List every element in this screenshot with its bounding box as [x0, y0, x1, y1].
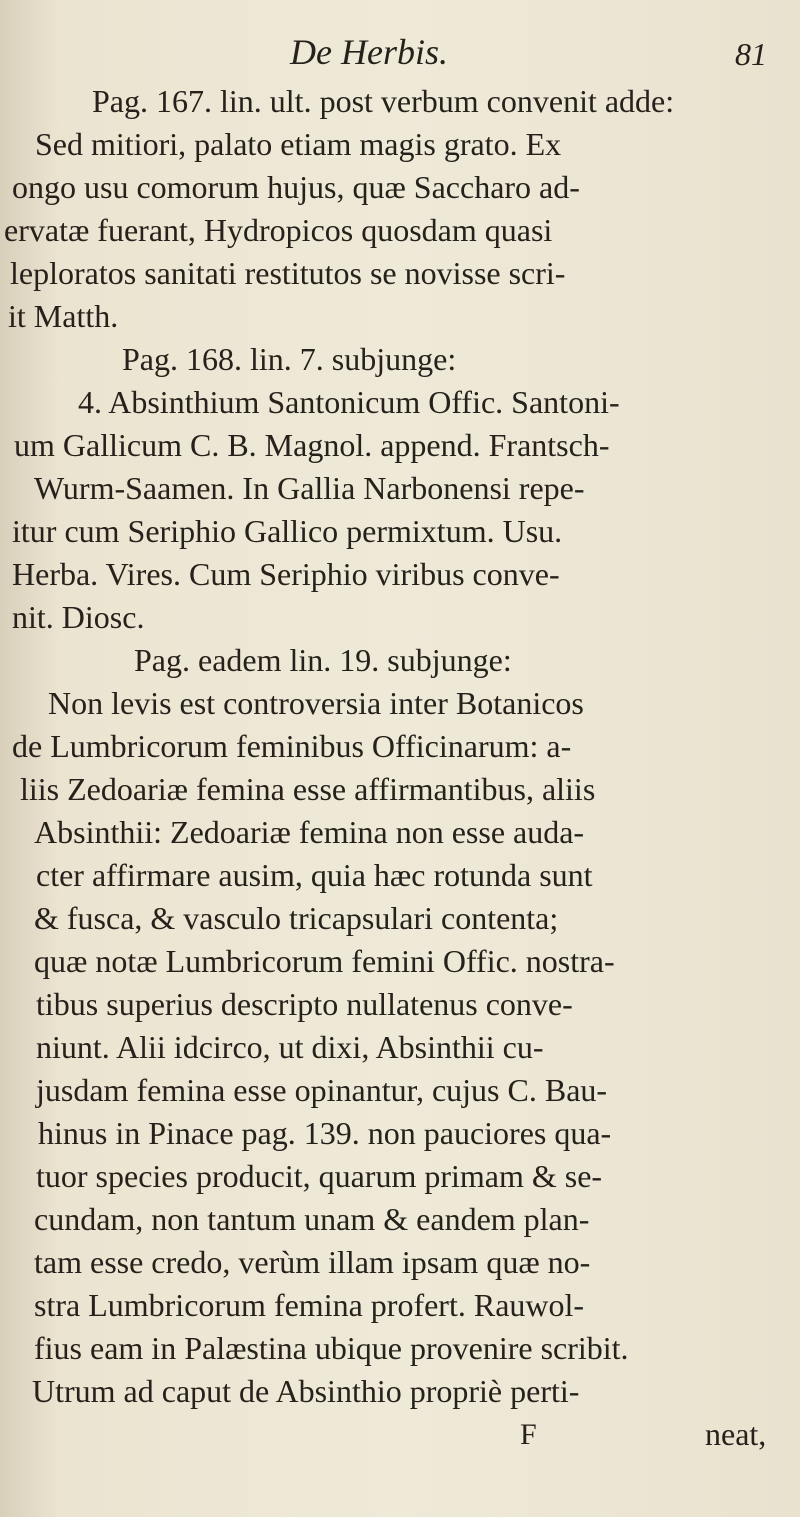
text-line: jusdam femina esse opinantur, cujus C. Bau- — [36, 1072, 608, 1108]
text-line: Wurm-Saamen. In Gallia Narbonensi repe- — [34, 470, 585, 506]
page-number: 81 — [735, 36, 767, 72]
text-line: stra Lumbricorum femina profert. Rauwol- — [34, 1287, 585, 1323]
text-line: de Lumbricorum feminibus Officinarum: a- — [12, 728, 572, 764]
text-line: cter affirmare ausim, quia hæc rotunda sunt — [36, 857, 593, 893]
text-line: quæ notæ Lumbricorum femini Offic. nostra- — [34, 943, 615, 979]
text-line: fius eam in Palæstina ubique provenire scribit. — [34, 1330, 629, 1366]
text-line: Sed mitiori, palato etiam magis grato. Ex — [35, 126, 562, 162]
text-line: liis Zedoariæ femina esse affirmantibus, aliis — [20, 771, 596, 807]
text-line: Herba. Vires. Cum Seriphio viribus conve- — [12, 556, 560, 592]
text-line: 4. Absinthium Santonicum Offic. Santoni- — [78, 384, 620, 420]
text-line: ongo usu comorum hujus, quæ Saccharo ad- — [12, 169, 580, 205]
text-line: Pag. 167. lin. ult. post verbum convenit adde: — [92, 83, 675, 119]
signature-mark: F — [520, 1418, 537, 1451]
text-line: & fusca, & vasculo tricapsulari contenta; — [34, 900, 559, 936]
text-line: Pag. eadem lin. 19. subjunge: — [134, 642, 512, 678]
text-line: ervatæ fuerant, Hydropicos quosdam quasi — [4, 212, 553, 248]
text-line: leploratos sanitati restitutos se novisse scri- — [10, 255, 566, 291]
running-title: De Herbis. — [290, 32, 448, 72]
text-line: cundam, non tantum unam & eandem plan- — [34, 1201, 590, 1237]
text-line: nit. Diosc. — [12, 599, 145, 635]
text-line: hinus in Pinace pag. 139. non pauciores qua- — [38, 1115, 612, 1151]
text-line: it Matth. — [8, 298, 119, 334]
page-footer — [0, 1413, 800, 1456]
catchword: neat, — [705, 1416, 767, 1452]
text-line: Pag. 168. lin. 7. subjunge: — [122, 341, 457, 377]
text-line: itur cum Seriphio Gallico permixtum. Usu. — [12, 513, 563, 549]
text-line: tam esse credo, verùm illam ipsam quæ no- — [34, 1244, 591, 1280]
text-line: tuor species producit, quarum primam & se- — [36, 1158, 603, 1194]
text-line: tibus superius descripto nullatenus conve- — [36, 986, 573, 1022]
text-line: um Gallicum C. B. Magnol. append. Frantsch- — [14, 427, 610, 463]
page-body — [0, 80, 800, 1456]
text-line: Utrum ad caput de Absinthio propriè perti- — [32, 1373, 580, 1409]
text-line: Absinthii: Zedoariæ femina non esse auda- — [34, 814, 585, 850]
text-line: Non levis est controversia inter Botanicos — [48, 685, 584, 721]
text-line: niunt. Alii idcirco, ut dixi, Absinthii cu- — [36, 1029, 544, 1065]
page-header — [0, 28, 800, 78]
